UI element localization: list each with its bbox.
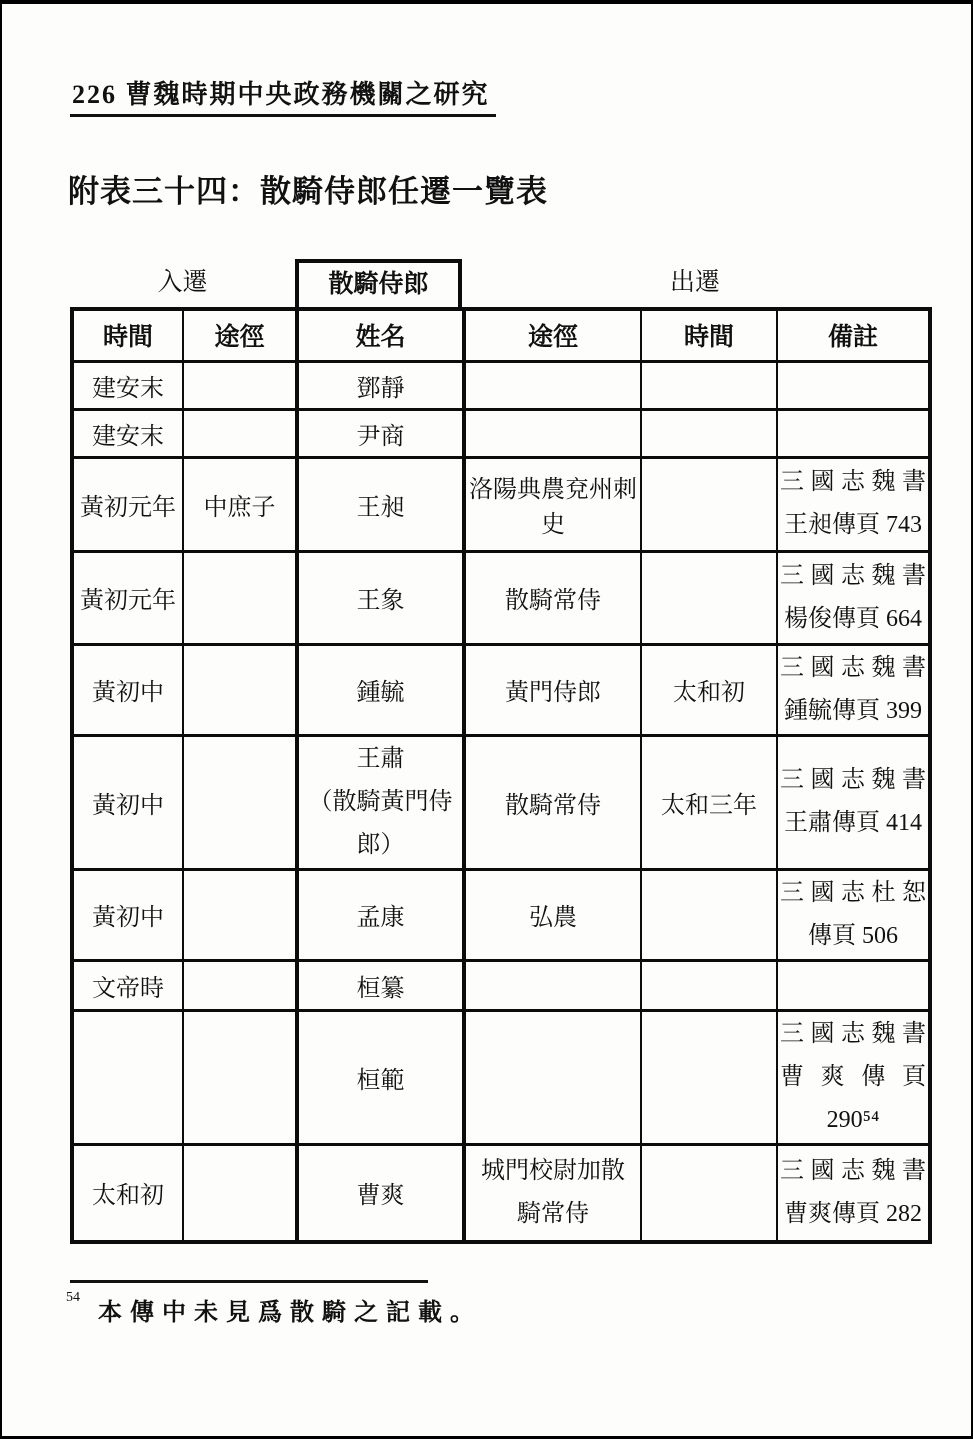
table-row <box>72 869 930 960</box>
name-line: 王肅 <box>356 745 405 772</box>
cell-out-time <box>641 409 777 457</box>
cell-in-time: 建安末 <box>72 361 183 409</box>
cell-name: 王象 <box>297 551 464 644</box>
remark-line: 三國志杜恕 <box>780 879 926 906</box>
remark-line: 三國志魏書 <box>780 562 926 589</box>
cell-in-route <box>183 1144 297 1242</box>
cell-in-route <box>183 960 297 1010</box>
cell-in-route <box>183 361 297 409</box>
col-header-name: 姓名 <box>297 309 464 361</box>
cell-out-route: 黃門侍郎 <box>464 644 641 735</box>
cell-in-route <box>183 735 297 869</box>
remark-line: 王昶傳頁 743 <box>784 512 922 538</box>
cell-out-route <box>464 960 641 1010</box>
table-row <box>72 644 930 735</box>
cell-out-route: 洛陽典農兗州刺史 <box>464 457 641 551</box>
footnote-divider <box>70 1280 428 1283</box>
cell-in-time <box>72 1010 183 1144</box>
cell-in-route <box>183 1010 297 1144</box>
cell-remark <box>777 644 930 735</box>
remark-line: 290⁵⁴ <box>826 1106 880 1133</box>
table-row <box>72 551 930 644</box>
cell-name: 鄧靜 <box>297 361 464 409</box>
col-header-in-route: 途徑 <box>183 309 297 361</box>
remark-line: 三國志魏書 <box>780 1157 926 1184</box>
cell-name: 桓纂 <box>297 960 464 1010</box>
cell-in-route <box>183 869 297 960</box>
remark-line: 三國志魏書 <box>780 767 926 793</box>
remark-line: 鍾毓傳頁 399 <box>784 697 922 724</box>
remark-line: 曹爽傳頁 282 <box>784 1200 922 1227</box>
cell-in-time: 黃初中 <box>72 869 183 960</box>
table-row <box>72 409 930 457</box>
footnote <box>66 1292 482 1327</box>
remark-line: 三國志魏書 <box>780 469 926 495</box>
table-group-header-band <box>70 259 928 307</box>
cell-name: 尹商 <box>297 409 464 457</box>
cell-name <box>297 735 464 869</box>
table-row <box>72 457 930 551</box>
col-header-in-time: 時間 <box>72 309 183 361</box>
name-line: 郎） <box>356 831 405 858</box>
remark-line: 三國志魏書 <box>780 654 926 681</box>
remark-line: 傳頁 506 <box>808 922 898 949</box>
cell-remark <box>777 457 930 551</box>
cell-out-time <box>641 361 777 409</box>
cell-in-time: 黃初中 <box>72 644 183 735</box>
table-row <box>72 1010 930 1144</box>
table-row <box>72 960 930 1010</box>
col-header-out-time: 時間 <box>641 309 777 361</box>
name-line: （散騎黃門侍 <box>308 788 453 815</box>
cell-out-route <box>464 361 641 409</box>
cell-out-route <box>464 1144 641 1242</box>
cell-out-time <box>641 960 777 1010</box>
col-header-out-route: 途徑 <box>464 309 641 361</box>
cell-out-time <box>641 1010 777 1144</box>
cell-in-time: 文帝時 <box>72 960 183 1010</box>
cell-in-route: 中庶子 <box>183 457 297 551</box>
table-header-row <box>72 309 930 361</box>
cell-out-time <box>641 457 777 551</box>
cell-name: 桓範 <box>297 1010 464 1144</box>
route-line: 城門校尉加散 <box>481 1157 625 1184</box>
cell-in-time: 黃初中 <box>72 735 183 869</box>
cell-in-time: 建安末 <box>72 409 183 457</box>
page-header: 226 曹魏時期中央政務機關之研究 <box>70 74 496 117</box>
cell-name: 孟康 <box>297 869 464 960</box>
cell-remark <box>777 1010 930 1144</box>
cell-remark <box>777 735 930 869</box>
table <box>70 307 932 1244</box>
cell-remark <box>777 1144 930 1242</box>
cell-name: 王昶 <box>297 457 464 551</box>
cell-in-time: 太和初 <box>72 1144 183 1242</box>
cell-remark <box>777 869 930 960</box>
cell-in-time: 黃初元年 <box>72 551 183 644</box>
cell-remark <box>777 960 930 1010</box>
table-title: 附表三十四：散騎侍郎任遷一覽表 <box>68 174 548 209</box>
footnote-marker: 54 <box>66 1290 80 1305</box>
cell-out-route: 弘農 <box>464 869 641 960</box>
group-header-office: 散騎侍郎 <box>295 259 462 307</box>
cell-name: 鍾毓 <box>297 644 464 735</box>
table-row <box>72 361 930 409</box>
table-row <box>72 1144 930 1242</box>
cell-remark <box>777 361 930 409</box>
cell-in-route <box>183 409 297 457</box>
cell-in-time: 黃初元年 <box>72 457 183 551</box>
remark-line: 曹爽傳頁 <box>780 1063 926 1090</box>
cell-out-route <box>464 1010 641 1144</box>
remark-line: 王肅傳頁 414 <box>784 810 922 836</box>
col-header-remark: 備註 <box>777 309 930 361</box>
cell-out-time <box>641 1144 777 1242</box>
cell-out-route: 散騎常侍 <box>464 551 641 644</box>
group-header-out: 出遷 <box>669 269 720 296</box>
remark-line: 三國志魏書 <box>780 1020 926 1047</box>
cell-name: 曹爽 <box>297 1144 464 1242</box>
cell-out-time: 太和初 <box>641 644 777 735</box>
cell-out-route <box>464 409 641 457</box>
transfer-table <box>70 259 928 1244</box>
remark-line: 楊俊傳頁 664 <box>784 605 922 632</box>
cell-remark <box>777 551 930 644</box>
cell-out-route: 散騎常侍 <box>464 735 641 869</box>
table-row <box>72 735 930 869</box>
route-line: 騎常侍 <box>517 1200 589 1227</box>
cell-out-time <box>641 551 777 644</box>
cell-in-route <box>183 644 297 735</box>
footnote-text: 本傳中未見爲散騎之記載。 <box>98 1300 482 1326</box>
cell-out-time <box>641 869 777 960</box>
cell-out-time: 太和三年 <box>641 735 777 869</box>
cell-in-route <box>183 551 297 644</box>
group-header-in: 入遷 <box>157 269 208 296</box>
cell-remark <box>777 409 930 457</box>
